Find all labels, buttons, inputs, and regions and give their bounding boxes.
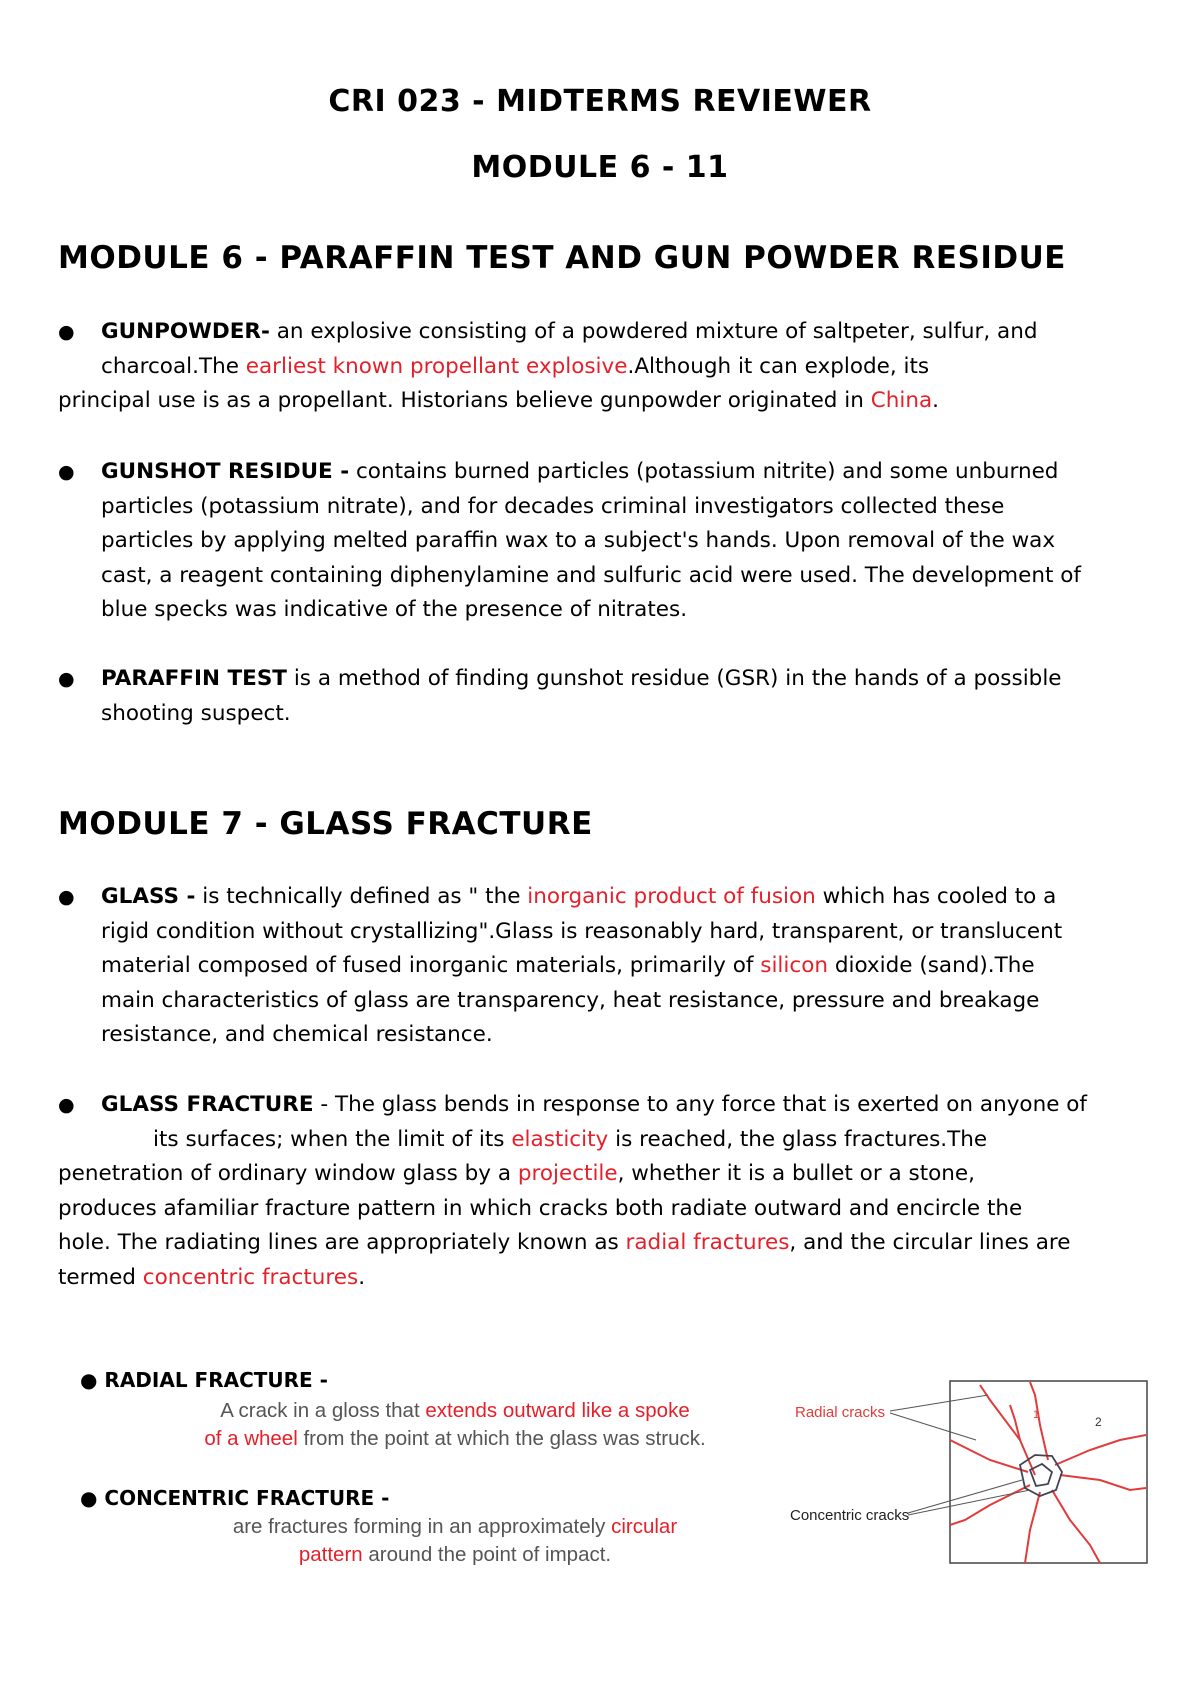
- glass-term: GLASS -: [101, 884, 196, 909]
- bullet-icon: ●: [58, 886, 75, 908]
- radial-fracture-title: ● RADIAL FRACTURE -: [80, 1368, 328, 1392]
- bullet-icon: ●: [58, 321, 75, 343]
- concentric-cracks-label: Concentric cracks: [790, 1507, 910, 1524]
- bullet-icon: ●: [80, 1368, 105, 1392]
- module6-heading: MODULE 6 - PARAFFIN TEST AND GUN POWDER RESIDUE: [58, 240, 1066, 276]
- paraffin-test-item: ● PARAFFIN TEST is a method of finding gunshot residue (GSR) in the hands of a possible shooting suspect.: [58, 662, 1148, 731]
- document-title: CRI 023 - MIDTERMS REVIEWER: [328, 84, 872, 119]
- diagram-frame: [950, 1381, 1147, 1563]
- highlight-text: earliest known propellant explosive: [245, 353, 628, 379]
- highlight-text: extends outward like a spoke: [425, 1399, 690, 1422]
- gunshot-residue-term: GUNSHOT RESIDUE -: [101, 459, 350, 484]
- gunpowder-term: GUNPOWDER-: [101, 319, 270, 344]
- zone-label-2: 2: [1095, 1415, 1102, 1429]
- glass-fracture-term: GLASS FRACTURE: [101, 1092, 314, 1117]
- bullet-icon: ●: [58, 461, 75, 483]
- module-range-title: MODULE 6 - 11: [471, 150, 729, 185]
- radial-fracture-definition: A crack in a gloss that extends outward like a spoke of a wheel from the point at which the glass was struck.: [204, 1399, 706, 1450]
- bullet-icon: ●: [58, 668, 75, 690]
- concentric-fracture-title: ● CONCENTRIC FRACTURE -: [80, 1486, 390, 1510]
- highlight-text: pattern: [298, 1543, 363, 1566]
- zone-label-1: 1: [1033, 1409, 1040, 1421]
- glass-fracture-diagram: [790, 1380, 1150, 1565]
- module7-heading: MODULE 7 - GLASS FRACTURE: [58, 806, 593, 842]
- highlight-text: inorganic product of fusion: [527, 884, 816, 909]
- gunshot-residue-item: ● GUNSHOT RESIDUE - contains burned particles (potassium nitrite) and some unburned particles (potassium nitrate), and for decades criminal investigators collected these particles by applying melted paraffin wax to a subject's hands. Upon removal of the wax cast, a reagent containing diphenylamine and sulfuric acid were used. The development of blue specks was indicative of the presence of nitrates.: [58, 455, 1148, 628]
- highlight-text: China: [870, 388, 933, 413]
- highlight-text: circular: [611, 1515, 678, 1538]
- bullet-icon: ●: [80, 1486, 105, 1510]
- highlight-text: radial fractures: [625, 1230, 790, 1255]
- glass-item: ● GLASS - is technically defined as " the inorganic product of fusion which has cooled to a rigid condition without crystallizing".Glass is reasonably hard, transparent, or translucent material composed of fused inorganic materials, primarily of silicon dioxide (sand).The main characteristics of glass are transparency, heat resistance, pressure and breakage resistance, and chemical resistance.: [58, 880, 1148, 1053]
- highlight-text: concentric fractures: [142, 1264, 359, 1290]
- concentric-fracture-definition: are fractures forming in an approximately circular pattern around the point of impact.: [232, 1515, 678, 1566]
- gunpowder-item: ● GUNPOWDER- an explosive consisting of a powdered mixture of saltpeter, sulfur, and charcoal.The earliest known propellant explosive.Although it can explode, its principal use is as a propellant. Historians believe gunpowder originated in China.: [58, 315, 1148, 419]
- bullet-icon: ●: [58, 1094, 75, 1116]
- paraffin-test-term: PARAFFIN TEST: [101, 666, 287, 691]
- highlight-text: elasticity: [511, 1126, 609, 1152]
- radial-cracks-label: Radial cracks: [795, 1404, 886, 1421]
- highlight-text: silicon: [760, 953, 828, 978]
- glass-fracture-item: ● GLASS FRACTURE - The glass bends in response to any force that is exerted on anyone of its surfaces; when the limit of its elasticity is reached, the glass fractures.The penetration of ordinary window glass by a projectile, whether it is a bullet or a stone, produces afamiliar fracture pattern in which cracks both radiate outward and encircle the hole. The radiating lines are appropriately known as radial fractures, and the circular lines are termed concentric fractures.: [58, 1088, 1148, 1295]
- highlight-text: projectile: [517, 1161, 618, 1186]
- highlight-text: of a wheel: [204, 1427, 298, 1450]
